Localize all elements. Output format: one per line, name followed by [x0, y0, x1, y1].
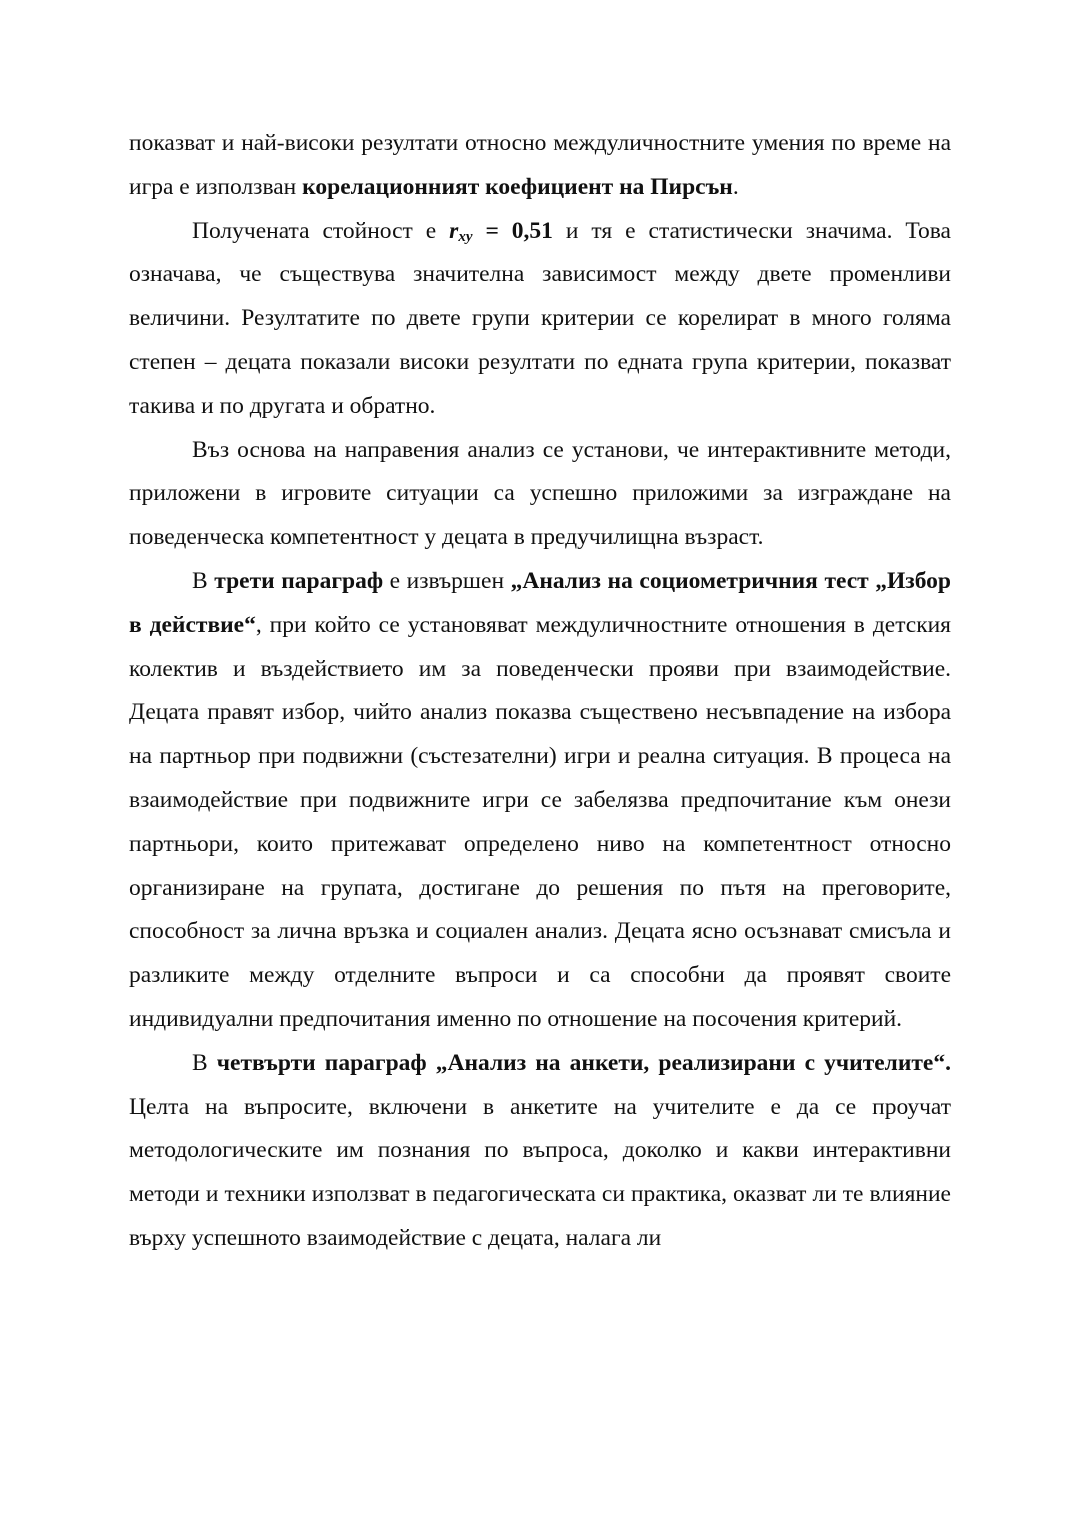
- paragraph-2-intro: Получената стойност е: [192, 217, 450, 244]
- document-body: [129, 122, 951, 1261]
- paragraph-4-mid: е извършен: [383, 567, 511, 594]
- correlation-subscript: xy: [458, 228, 473, 245]
- paragraph-1: [129, 122, 951, 210]
- sociometric-test-title: „Анализ на социометричния тест „Избор в действие“: [129, 567, 951, 638]
- correlation-formula: [449, 218, 553, 244]
- paragraph-4: [129, 560, 951, 1042]
- paragraph-4-text: , при който се установяват междуличностните отношения в детския колектив и въздействието им за поведенчески прояви при взаимодействие. Децата правят избор, чийто анализ показва съществено несъвпадение на избора на партньор при подвижни (състезателни) игри и реална ситуация. В процеса на взаимодействие при подвижните игри се забелязва предпочитание към онези партньори, които притежават определено ниво на компетентност относно организиране на групата, достигане до решения по пътя на преговорите, способност за лична връзка и социален анализ. Децата ясно осъзнават смисъла и разликите между отделните въпроси и са способни да проявят своите индивидуални предпочитания именно по отношение на посочения критерий.: [129, 611, 951, 1032]
- paragraph-1-end: .: [732, 173, 739, 200]
- paragraph-4-intro: В: [192, 567, 215, 594]
- correlation-variable: r: [449, 217, 459, 244]
- third-paragraph-term: трети параграф: [214, 567, 384, 594]
- paragraph-5-intro: В: [192, 1049, 217, 1076]
- paragraph-3: [129, 429, 951, 560]
- pearson-coefficient-term: корелационният коефициент на Пирсън: [302, 173, 733, 200]
- paragraph-5: [129, 1042, 951, 1261]
- paragraph-1-text: показват и най-високи резултати относно междуличностните умения по време на игра е използван: [129, 130, 951, 200]
- paragraph-2-text: и тя е статистически значима. Това означава, че съществува значителна зависимост между двете променливи величини. Резултатите по двете групи критерии се корелират в много голяма степен – децата показали високи резултати по едната група критерии, показват такива и по другата и обратно.: [129, 217, 951, 419]
- correlation-value: = 0,51: [472, 217, 553, 244]
- paragraph-5-text: Целта на въпросите, включени в анкетите на учителите е да се проучат методологическите им познания по въпроса, доколко и какви интерактивни методи и техники използват в педагогическата си практика, оказват ли те влияние върху успешното взаимодействие с децата, налага ли: [129, 1093, 951, 1251]
- fourth-paragraph-title: четвърти параграф „Анализ на анкети, реализирани с учителите“.: [216, 1049, 951, 1076]
- paragraph-3-text: Въз основа на направения анализ се установи, че интерактивните методи, приложени в игровите ситуации са успешно приложими за изграждане на поведенческа компетентност у децата в предучилищна възраст.: [129, 436, 951, 551]
- paragraph-2: [129, 210, 951, 429]
